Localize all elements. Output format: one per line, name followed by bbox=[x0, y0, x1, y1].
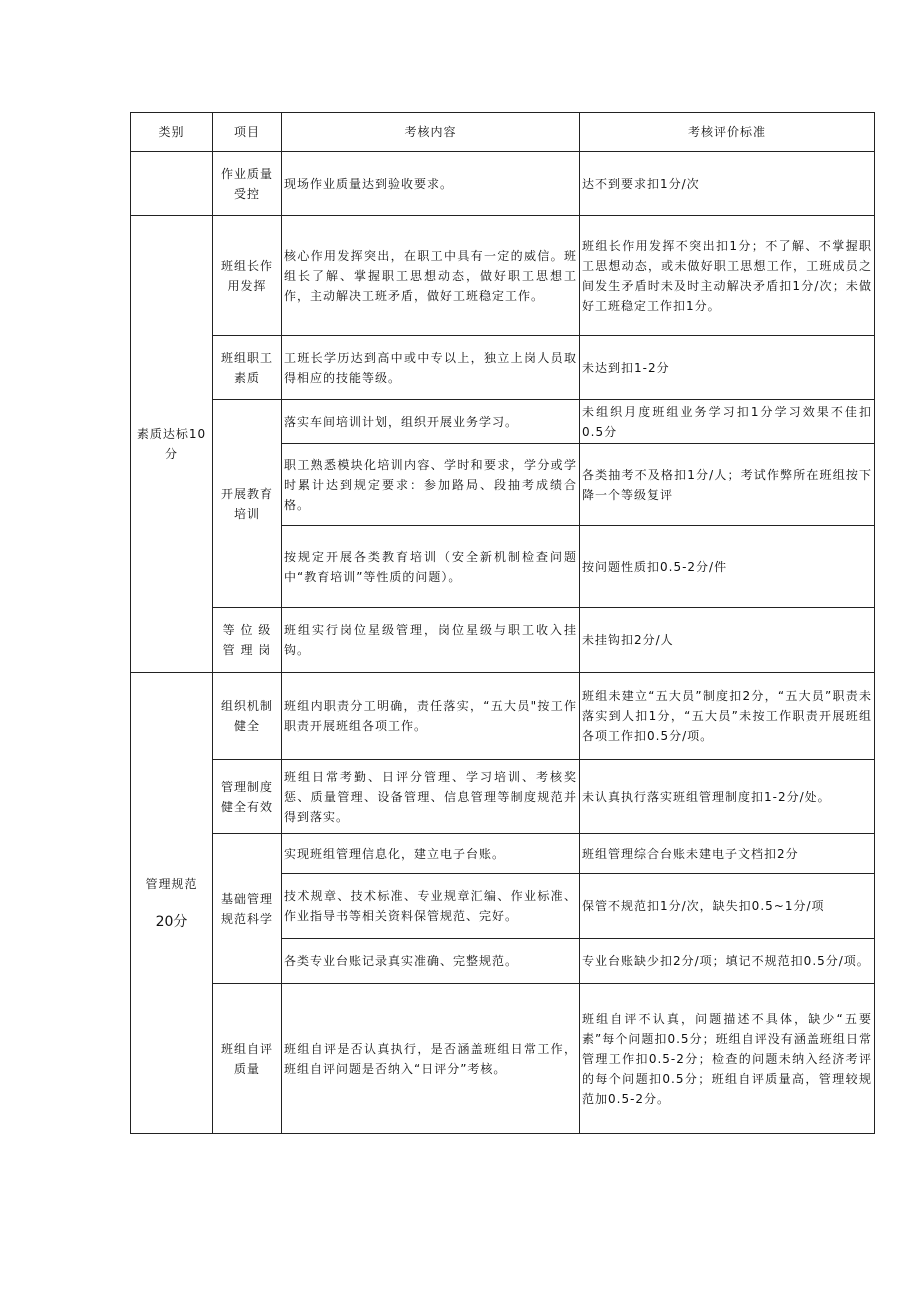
header-row bbox=[131, 113, 875, 152]
criteria-cell: 未达到扣1-2分 bbox=[580, 336, 875, 400]
category-cell-management bbox=[131, 673, 213, 1134]
content-cell: 班组内职责分工明确，责任落实，“五大员"按工作职责开展班组各项工作。 bbox=[282, 673, 580, 760]
table-row bbox=[131, 984, 875, 1134]
header-content: 考核内容 bbox=[282, 113, 580, 152]
content-cell: 技术规章、技术标准、专业规章汇编、作业标准、作业指导书等相关资料保管规范、完好。 bbox=[282, 874, 580, 939]
content-cell: 班组实行岗位星级管理，岗位星级与职工收入挂钩。 bbox=[282, 608, 580, 673]
item-cell: 等 位 级 管 理 岗 bbox=[213, 608, 282, 673]
criteria-cell: 保管不规范扣1分/次，缺失扣0.5~1分/项 bbox=[580, 874, 875, 939]
criteria-cell: 未挂钩扣2分/人 bbox=[580, 608, 875, 673]
criteria-cell: 各类抽考不及格扣1分/人；考试作弊所在班组按下降一个等级复评 bbox=[580, 444, 875, 526]
criteria-cell: 班组自评不认真，问题描述不具体，缺少“五要素”每个问题扣0.5分；班组自评没有涵盖班组日常管理工作扣0.5-2分；检查的问题未纳入经济考评的每个问题扣0.5分；班组自评质量高，管理较规范加0.5-2分。 bbox=[580, 984, 875, 1134]
table-row bbox=[131, 673, 875, 760]
criteria-cell: 班组长作用发挥不突出扣1分；不了解、不掌握职工思想动态，或未做好职工思想工作，工班成员之间发生矛盾时未及时主动解决矛盾扣1分/次；未做好工班稳定工作扣1分。 bbox=[580, 216, 875, 336]
table-row bbox=[131, 760, 875, 834]
table-row bbox=[131, 152, 875, 216]
item-cell: 组织机制健全 bbox=[213, 673, 282, 760]
item-cell: 班组长作用发挥 bbox=[213, 216, 282, 336]
criteria-cell: 班组未建立“五大员”制度扣2分，“五大员”职责未落实到人扣1分，“五大员”未按工作职责开展班组各项工作扣0.5分/项。 bbox=[580, 673, 875, 760]
header-category: 类别 bbox=[131, 113, 213, 152]
category-management-score: 20分 bbox=[155, 914, 188, 930]
item-cell: 班组职工素质 bbox=[213, 336, 282, 400]
content-cell: 工班长学历达到高中或中专以上，独立上岗人员取得相应的技能等级。 bbox=[282, 336, 580, 400]
table-row bbox=[131, 336, 875, 400]
criteria-cell: 班组管理综合台账未建电子文档扣2分 bbox=[580, 834, 875, 874]
content-cell: 现场作业质量达到验收要求。 bbox=[282, 152, 580, 216]
content-cell: 班组日常考勤、日评分管理、学习培训、考核奖惩、质量管理、设备管理、信息管理等制度规范并得到落实。 bbox=[282, 760, 580, 834]
category-cell-quality: 素质达标10分 bbox=[131, 216, 213, 673]
item-cell: 开展教育培训 bbox=[213, 400, 282, 608]
header-item: 项目 bbox=[213, 113, 282, 152]
item-cell: 基础管理规范科学 bbox=[213, 834, 282, 984]
content-cell: 按规定开展各类教育培训（安全新机制检查问题中“教育培训”等性质的问题）。 bbox=[282, 526, 580, 608]
criteria-cell: 达不到要求扣1分/次 bbox=[580, 152, 875, 216]
item-cell: 管理制度健全有效 bbox=[213, 760, 282, 834]
content-cell: 实现班组管理信息化，建立电子台账。 bbox=[282, 834, 580, 874]
content-cell: 各类专业台账记录真实准确、完整规范。 bbox=[282, 939, 580, 984]
content-cell: 班组自评是否认真执行，是否涵盖班组日常工作，班组自评问题是否纳入“日评分”考核。 bbox=[282, 984, 580, 1134]
criteria-cell: 未组织月度班组业务学习扣1分学习效果不佳扣0.5分 bbox=[580, 400, 875, 444]
content-cell: 核心作用发挥突出，在职工中具有一定的威信。班组长了解、掌握职工思想动态，做好职工思想工作，主动解决工班矛盾，做好工班稳定工作。 bbox=[282, 216, 580, 336]
table-row bbox=[131, 400, 875, 444]
item-cell: 班组自评质量 bbox=[213, 984, 282, 1134]
table-row bbox=[131, 834, 875, 874]
criteria-cell: 按问题性质扣0.5-2分/件 bbox=[580, 526, 875, 608]
table-row bbox=[131, 608, 875, 673]
content-cell: 落实车间培训计划，组织开展业务学习。 bbox=[282, 400, 580, 444]
content-cell: 职工熟悉模块化培训内容、学时和要求，学分或学时累计达到规定要求：参加路局、段抽考成绩合格。 bbox=[282, 444, 580, 526]
criteria-cell: 未认真执行落实班组管理制度扣1-2分/处。 bbox=[580, 760, 875, 834]
criteria-cell: 专业台账缺少扣2分/项；填记不规范扣0.5分/项。 bbox=[580, 939, 875, 984]
item-cell: 作业质量受控 bbox=[213, 152, 282, 216]
table-row bbox=[131, 216, 875, 336]
category-cell-empty bbox=[131, 152, 213, 216]
category-management-name: 管理规范 bbox=[145, 877, 198, 891]
header-criteria: 考核评价标准 bbox=[580, 113, 875, 152]
assessment-table bbox=[130, 112, 875, 1134]
